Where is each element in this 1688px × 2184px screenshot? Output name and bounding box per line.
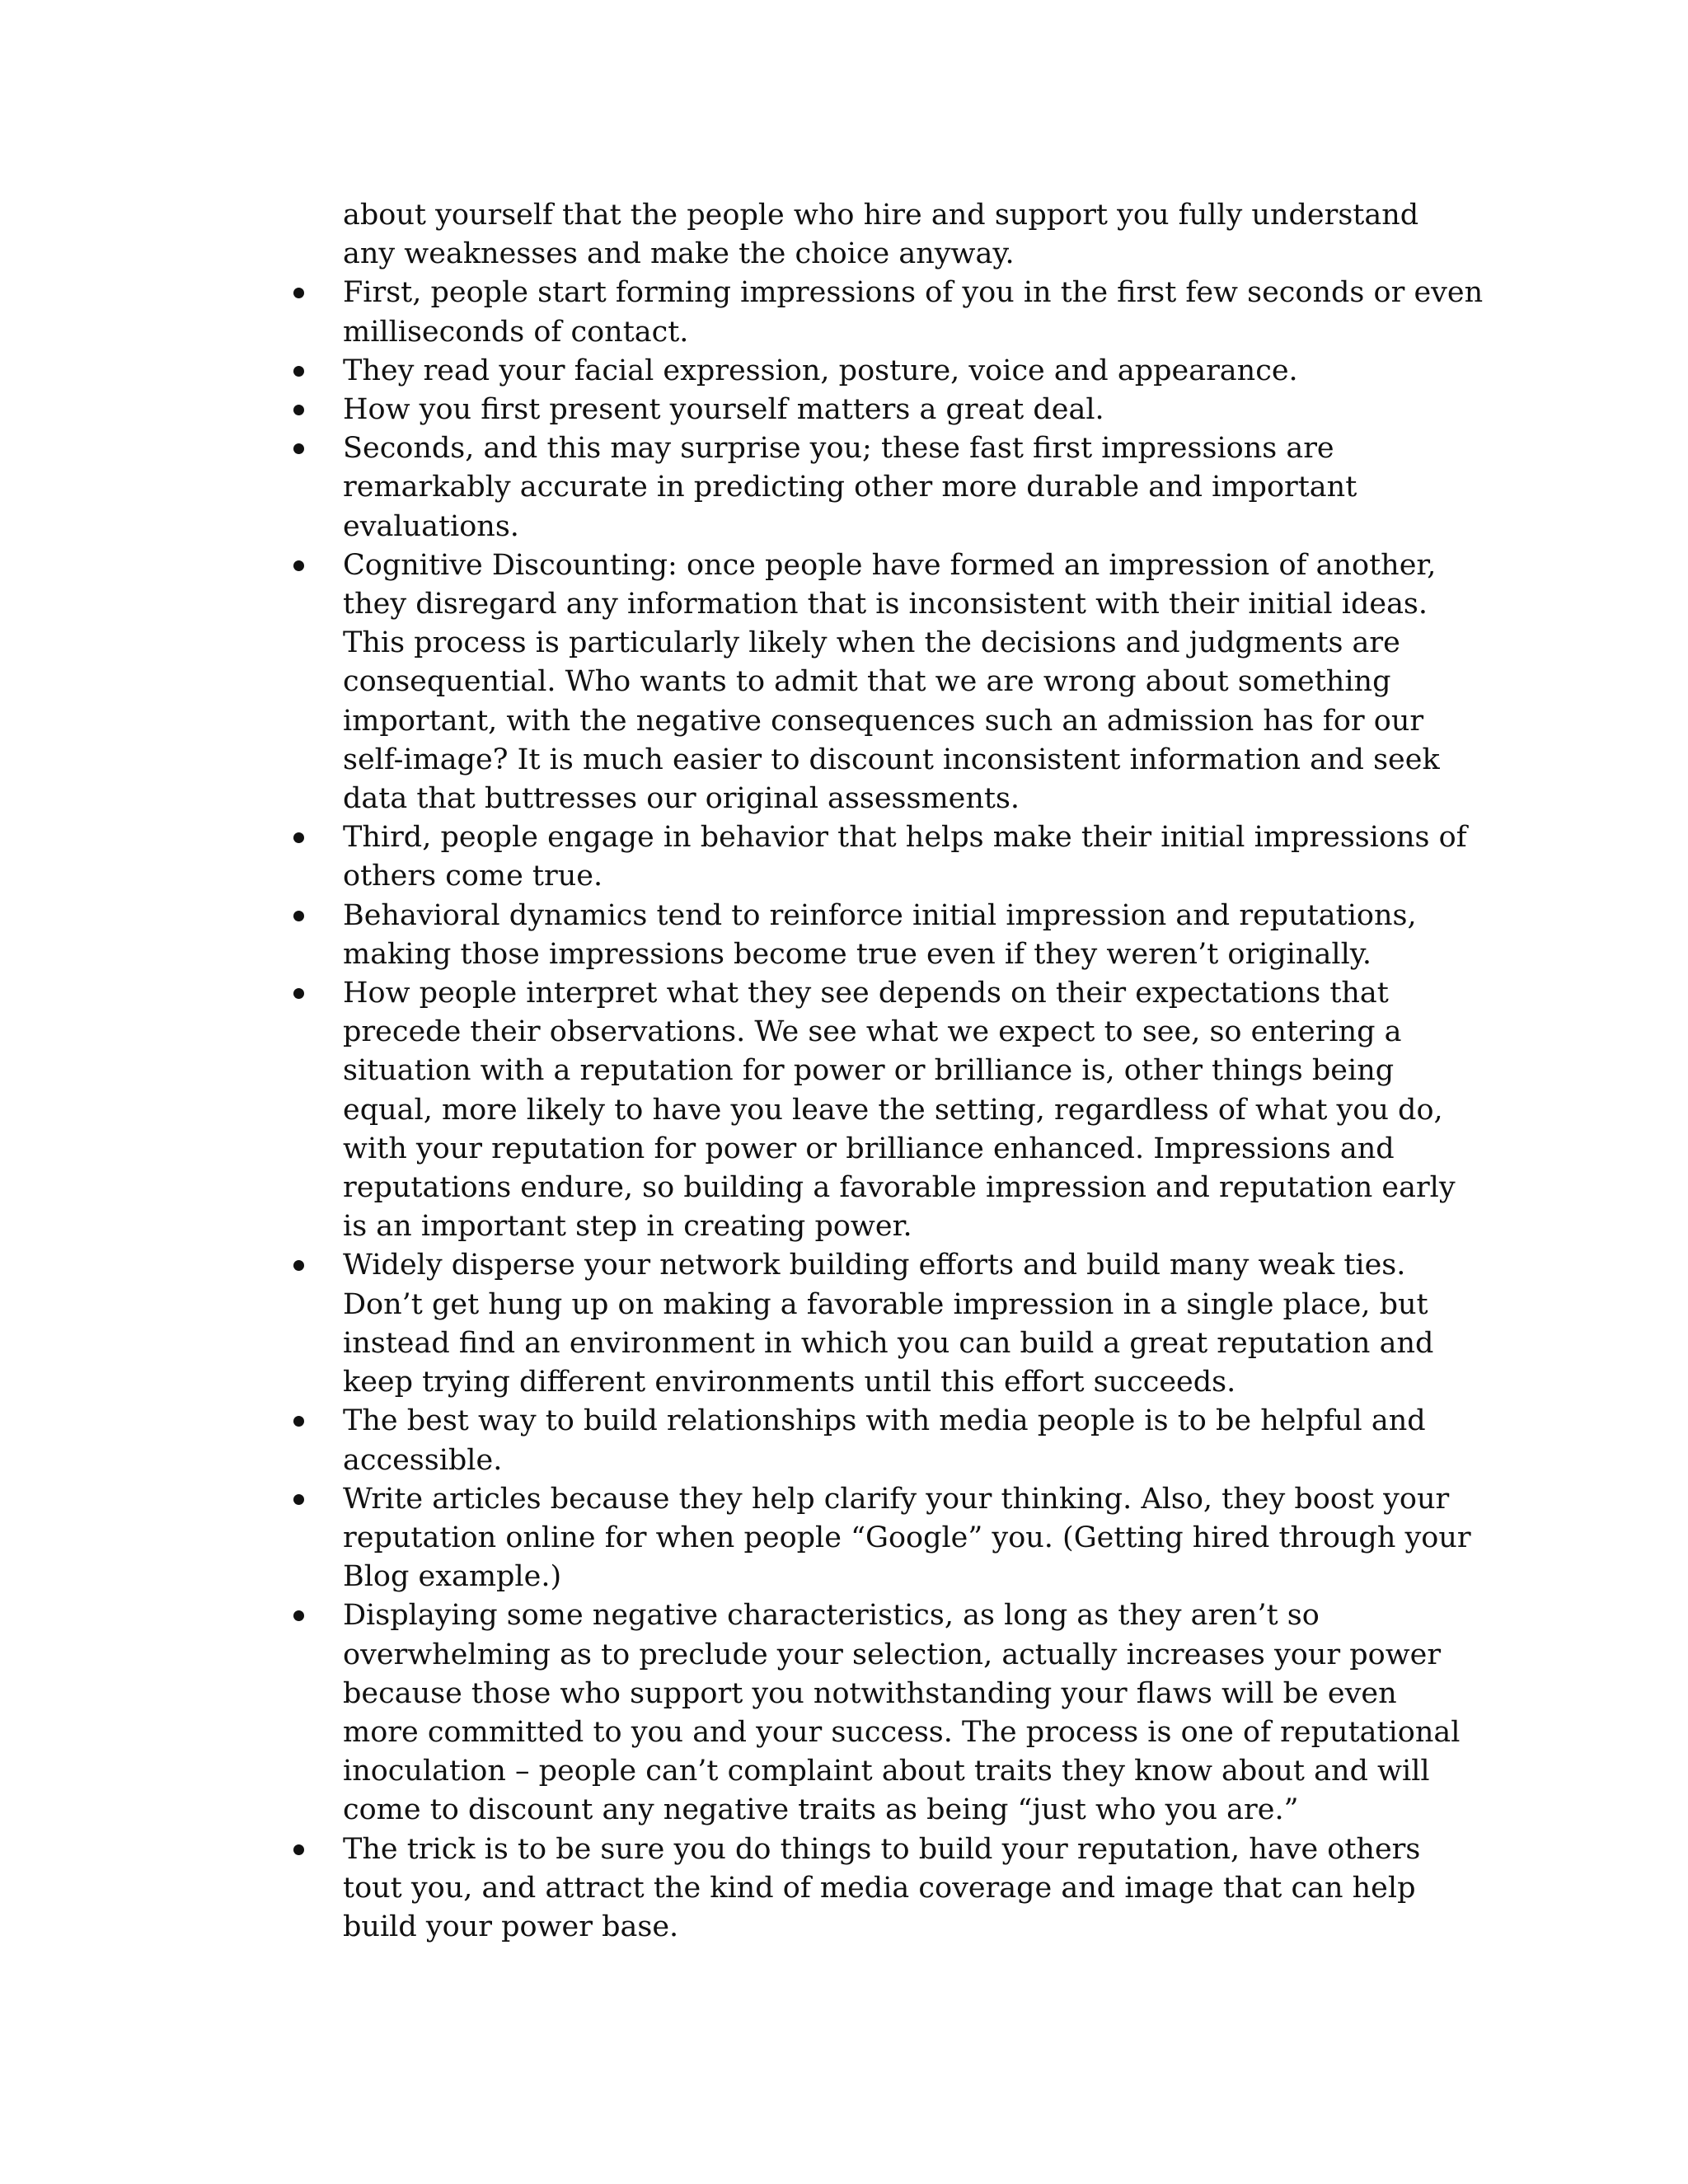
bullet-item xyxy=(343,546,1440,818)
text-line: They read your facial expression, posture, voice and appearance. xyxy=(343,354,1298,387)
bullet-item xyxy=(343,1246,1434,1402)
bullet-icon xyxy=(293,1416,304,1427)
text-line: consequential. Who wants to admit that we are wrong about something xyxy=(343,665,1391,699)
text-line: because those who support you notwithstanding your flaws will be even xyxy=(343,1676,1397,1710)
text-line: equal, more likely to have you leave the setting, regardless of what you do, xyxy=(343,1093,1443,1127)
bullet-icon xyxy=(293,1494,304,1505)
text-line: precede their observations. We see what we expect to see, so entering a xyxy=(343,1015,1402,1049)
text-line: making those impressions become true even if they weren’t originally. xyxy=(343,937,1372,971)
bullet-icon xyxy=(293,405,304,415)
text-line: others come true. xyxy=(343,860,603,893)
text-line: How people interpret what they see depends on their expectations that xyxy=(343,977,1389,1010)
bullet-item xyxy=(343,818,1467,896)
text-line: Seconds, and this may surprise you; these fast first impressions are xyxy=(343,432,1334,466)
bullet-item xyxy=(343,274,1484,351)
text-line: First, people start forming impressions of you in the first few seconds or even xyxy=(343,276,1484,310)
text-line: self-image? It is much easier to discount inconsistent information and seek xyxy=(343,743,1440,776)
text-line: milliseconds of contact. xyxy=(343,315,689,349)
bullet-icon xyxy=(293,443,304,454)
text-line: tout you, and attract the kind of media coverage and image that can help xyxy=(343,1871,1416,1905)
text-line: they disregard any information that is inconsistent with their initial ideas. xyxy=(343,588,1428,621)
bullet-item xyxy=(343,1596,1461,1830)
bullet-icon xyxy=(293,1844,304,1855)
text-line: any weaknesses and make the choice anyway. xyxy=(343,237,1015,271)
bullet-icon xyxy=(293,288,304,298)
text-line: The best way to build relationships with media people is to be helpful and xyxy=(343,1404,1426,1438)
text-line: remarkably accurate in predicting other more durable and important xyxy=(343,471,1357,504)
text-line: more committed to you and your success. The process is one of reputational xyxy=(343,1715,1461,1749)
text-line: about yourself that the people who hire and support you fully understand xyxy=(343,199,1419,232)
text-line: build your power base. xyxy=(343,1910,679,1943)
text-line: Displaying some negative characteristics, as long as they aren’t so xyxy=(343,1599,1320,1633)
text-line: situation with a reputation for power or brilliance is, other things being xyxy=(343,1054,1395,1088)
continuation-paragraph xyxy=(343,196,1431,274)
text-line: Third, people engage in behavior that helps make their initial impressions of xyxy=(343,821,1467,855)
text-line: is an important step in creating power. xyxy=(343,1210,912,1244)
bullet-icon xyxy=(293,560,304,571)
text-line: with your reputation for power or brilliance enhanced. Impressions and xyxy=(343,1132,1395,1165)
bullet-icon xyxy=(293,911,304,921)
text-line: Don’t get hung up on making a favorable impression in a single place, but xyxy=(343,1287,1428,1321)
bullet-icon xyxy=(293,832,304,843)
bullet-item xyxy=(343,974,1456,1246)
bullet-item xyxy=(343,391,1431,429)
bullet-item xyxy=(343,1480,1471,1597)
bullet-icon xyxy=(293,988,304,999)
text-line: Widely disperse your network building efforts and build many weak ties. xyxy=(343,1249,1406,1282)
text-line: come to discount any negative traits as being “just who you are.” xyxy=(343,1793,1299,1827)
bullet-item xyxy=(343,1830,1431,1947)
bullet-item xyxy=(343,1402,1431,1479)
text-line: accessible. xyxy=(343,1443,503,1477)
bullet-item xyxy=(343,897,1431,974)
text-line: reputation online for when people “Google” you. (Getting hired through your xyxy=(343,1521,1471,1554)
bullet-item xyxy=(343,429,1431,546)
bullet-icon xyxy=(293,366,304,377)
text-line: The trick is to be sure you do things to build your reputation, have others xyxy=(343,1832,1421,1866)
text-line: instead find an environment in which you can build a great reputation and xyxy=(343,1326,1434,1360)
text-line: evaluations. xyxy=(343,509,519,543)
text-line: Behavioral dynamics tend to reinforce initial impression and reputations, xyxy=(343,898,1417,932)
text-line: Cognitive Discounting: once people have formed an impression of another, xyxy=(343,548,1437,582)
bullet-icon xyxy=(293,1610,304,1621)
text-line: overwhelming as to preclude your selection, actually increases your power xyxy=(343,1638,1442,1671)
text-line: important, with the negative consequences such an admission has for our xyxy=(343,704,1424,738)
text-line: inoculation – people can’t complaint about traits they know about and will xyxy=(343,1755,1430,1788)
document-body xyxy=(343,196,1484,1947)
bullet-icon xyxy=(293,1260,304,1271)
text-line: data that buttresses our original assessments. xyxy=(343,782,1020,816)
text-line: keep trying different environments until this effort succeeds. xyxy=(343,1366,1236,1399)
text-line: How you first present yourself matters a great deal. xyxy=(343,393,1104,427)
bullet-item xyxy=(343,352,1431,391)
text-line: Blog example.) xyxy=(343,1560,562,1594)
text-line: reputations endure, so building a favorable impression and reputation early xyxy=(343,1171,1456,1205)
text-line: Write articles because they help clarify your thinking. Also, they boost your xyxy=(343,1482,1450,1516)
text-line: This process is particularly likely when the decisions and judgments are xyxy=(343,626,1400,660)
